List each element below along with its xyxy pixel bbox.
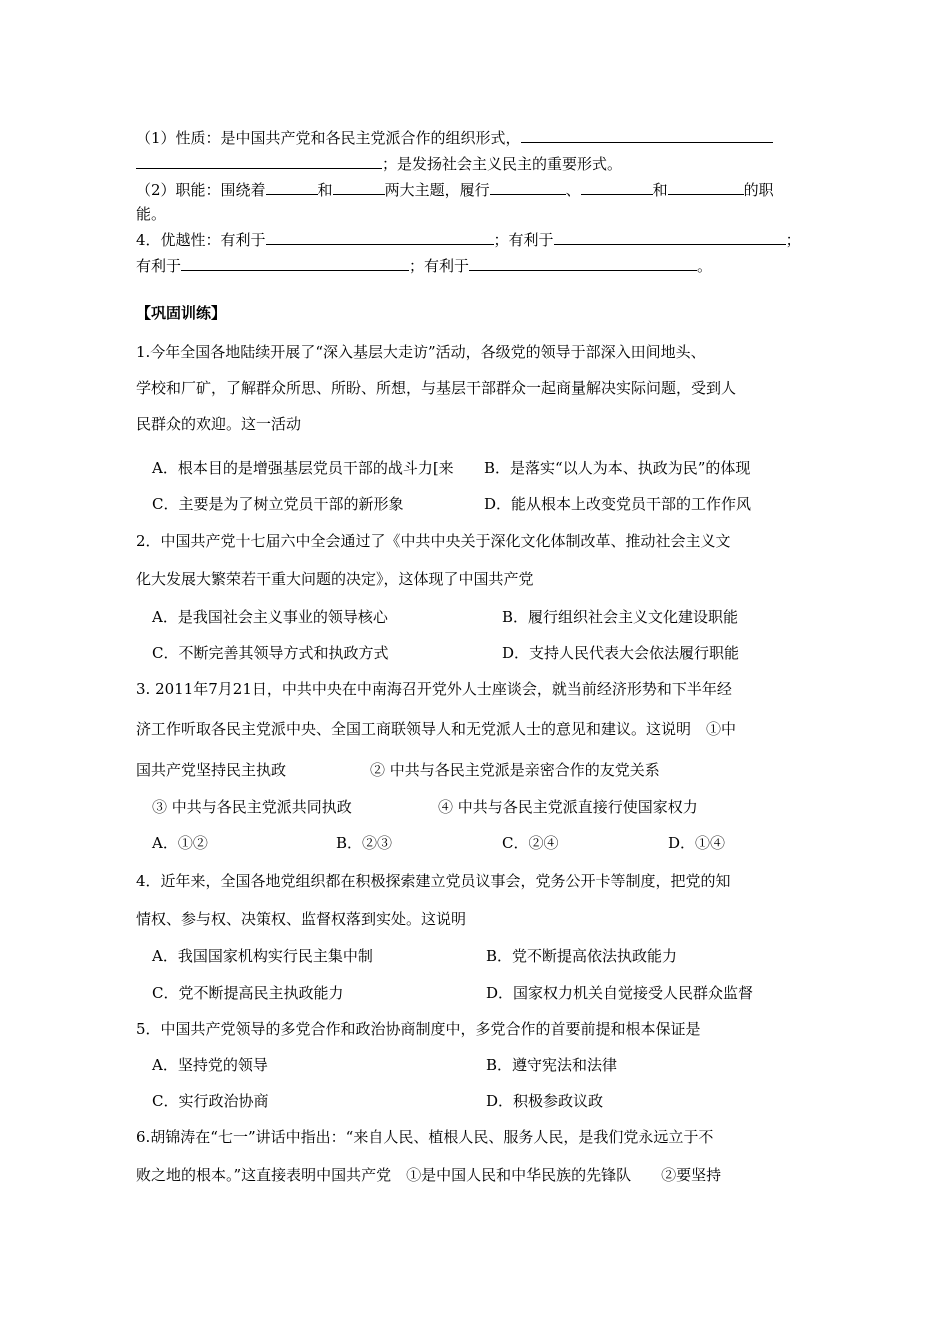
q2-option-a: A．是我国社会主义事业的领导核心 (152, 608, 388, 626)
q1-option-c: C．主要是为了树立党员干部的新形象 (152, 495, 404, 513)
q5-option-b: B．遵守宪法和法律 (486, 1056, 618, 1074)
blank-nature-1 (521, 128, 773, 143)
q1-line-3: 民群众的欢迎。这一活动 (136, 415, 302, 433)
q4-option-a: A．我国国家机构实行民主集中制 (152, 947, 373, 965)
advantage-sep-1: ；有利于 (493, 231, 554, 249)
blank-nature-2 (136, 154, 382, 169)
advantage-line-1 (136, 230, 801, 250)
q3-statement-1: 国共产党坚持民主执政 (136, 761, 287, 779)
function-line-2: 能。 (136, 205, 167, 223)
q3-line-1: 3. 2011年7月21日，中共中央在中南海召开党外人士座谈会，就当前经济形势和下半年经 (136, 680, 732, 698)
q3-option-d: D．①④ (668, 834, 726, 852)
q1-option-b: B．是落实“以人为本、执政为民”的体现 (484, 459, 751, 477)
function-suffix: 的职 (743, 181, 774, 199)
q5-line-1: 5．中国共产党领导的多党合作和政治协商制度中，多党合作的首要前提和根本保证是 (136, 1020, 701, 1038)
advantage-sep-2: ；有利于 (409, 257, 470, 275)
q5-option-a: A．坚持党的领导 (152, 1056, 268, 1074)
q3-option-b: B．②③ (336, 834, 393, 852)
function-sep: 、 (565, 181, 581, 199)
function-mid: 两大主题，履行 (384, 181, 490, 199)
function-prefix: （2）职能：围绕着 (136, 181, 266, 199)
q4-line-1: 4．近年来，全国各地党组织都在积极探索建立党员议事会，党务公开卡等制度，把党的知 (136, 872, 731, 890)
q6-line-2: 败之地的根本。”这直接表明中国共产党 ①是中国人民和中华民族的先锋队 ②要坚持 (136, 1166, 722, 1184)
advantage-line-2 (136, 256, 712, 276)
q3-option-a: A．①② (152, 834, 208, 852)
nature-suffix: ；是发扬社会主义民主的重要形式。 (382, 155, 623, 173)
advantage-prefix: 4．优越性：有利于 (136, 231, 266, 249)
blank-advantage-2 (554, 230, 786, 245)
q2-option-c: C．不断完善其领导方式和执政方式 (152, 644, 389, 662)
q1-option-d: D．能从根本上改变党员干部的工作作风 (484, 495, 752, 513)
q3-option-c: C．②④ (502, 834, 559, 852)
q4-line-2: 情权、参与权、决策权、监督权落到实处。这说明 (136, 910, 467, 928)
blank-advantage-1 (266, 230, 494, 245)
q1-line-1: 1.今年全国各地陆续开展了“深入基层大走访”活动，各级党的领导于部深入田间地头、 (136, 343, 706, 361)
q4-option-b: B．党不断提高依法执政能力 (486, 947, 678, 965)
function-line-1 (136, 180, 774, 200)
blank-duty-1 (490, 180, 566, 195)
q2-line-1: 2．中国共产党十七届六中全会通过了《中共中央关于深化文化体制改革、推动社会主义文 (136, 532, 731, 550)
blank-advantage-4 (469, 256, 697, 271)
blank-duty-3 (668, 180, 744, 195)
q4-option-d: D．国家权力机关自觉接受人民群众监督 (486, 984, 754, 1002)
q3-statement-4: ④ 中共与各民主党派直接行使国家权力 (438, 798, 698, 816)
q3-line-3 (136, 760, 660, 780)
q2-line-2: 化大发展大繁荣若干重大问题的决定》，这体现了中国共产党 (136, 570, 534, 588)
q6-line-1: 6.胡锦涛在“七一”讲话中指出：“来自人民、植根人民、服务人民，是我们党永远立于不 (136, 1128, 714, 1146)
q3-line-2: 济工作听取各民主党派中央、全国工商联领导人和无党派人士的意见和建议。这说明 ①中 (136, 720, 737, 738)
q4-option-c: C．党不断提高民主执政能力 (152, 984, 344, 1002)
blank-theme-2 (333, 180, 385, 195)
q2-option-b: B．履行组织社会主义文化建设职能 (502, 608, 739, 626)
advantage-end: 。 (697, 257, 713, 275)
q3-statement-3: ③ 中共与各民主党派共同执政 (152, 798, 352, 816)
q1-option-a: A．根本目的是增强基层党员干部的战斗力[来 (152, 459, 454, 477)
advantage-line2-prefix: 有利于 (136, 257, 182, 275)
q2-option-d: D．支持人民代表大会依法履行职能 (502, 644, 740, 662)
nature-line-1 (136, 128, 773, 148)
q5-option-c: C．实行政治协商 (152, 1092, 269, 1110)
function-and-1: 和 (317, 181, 333, 199)
nature-prefix: （1）性质：是中国共产党和各民主党派合作的组织形式， (136, 129, 521, 147)
q1-line-2: 学校和厂矿，了解群众所思、所盼、所想，与基层干部群众一起商量解决实际问题，受到人 (136, 379, 737, 397)
section-title: 【巩固训练】 (136, 304, 227, 322)
q5-option-d: D．积极参政议政 (486, 1092, 604, 1110)
q3-statement-2: ② 中共与各民主党派是亲密合作的友党关系 (370, 761, 660, 779)
blank-theme-1 (266, 180, 318, 195)
blank-duty-2 (581, 180, 653, 195)
function-and-2: 和 (652, 181, 668, 199)
nature-line-2 (136, 154, 622, 174)
advantage-semicolon: ； (785, 231, 801, 249)
blank-advantage-3 (181, 256, 409, 271)
